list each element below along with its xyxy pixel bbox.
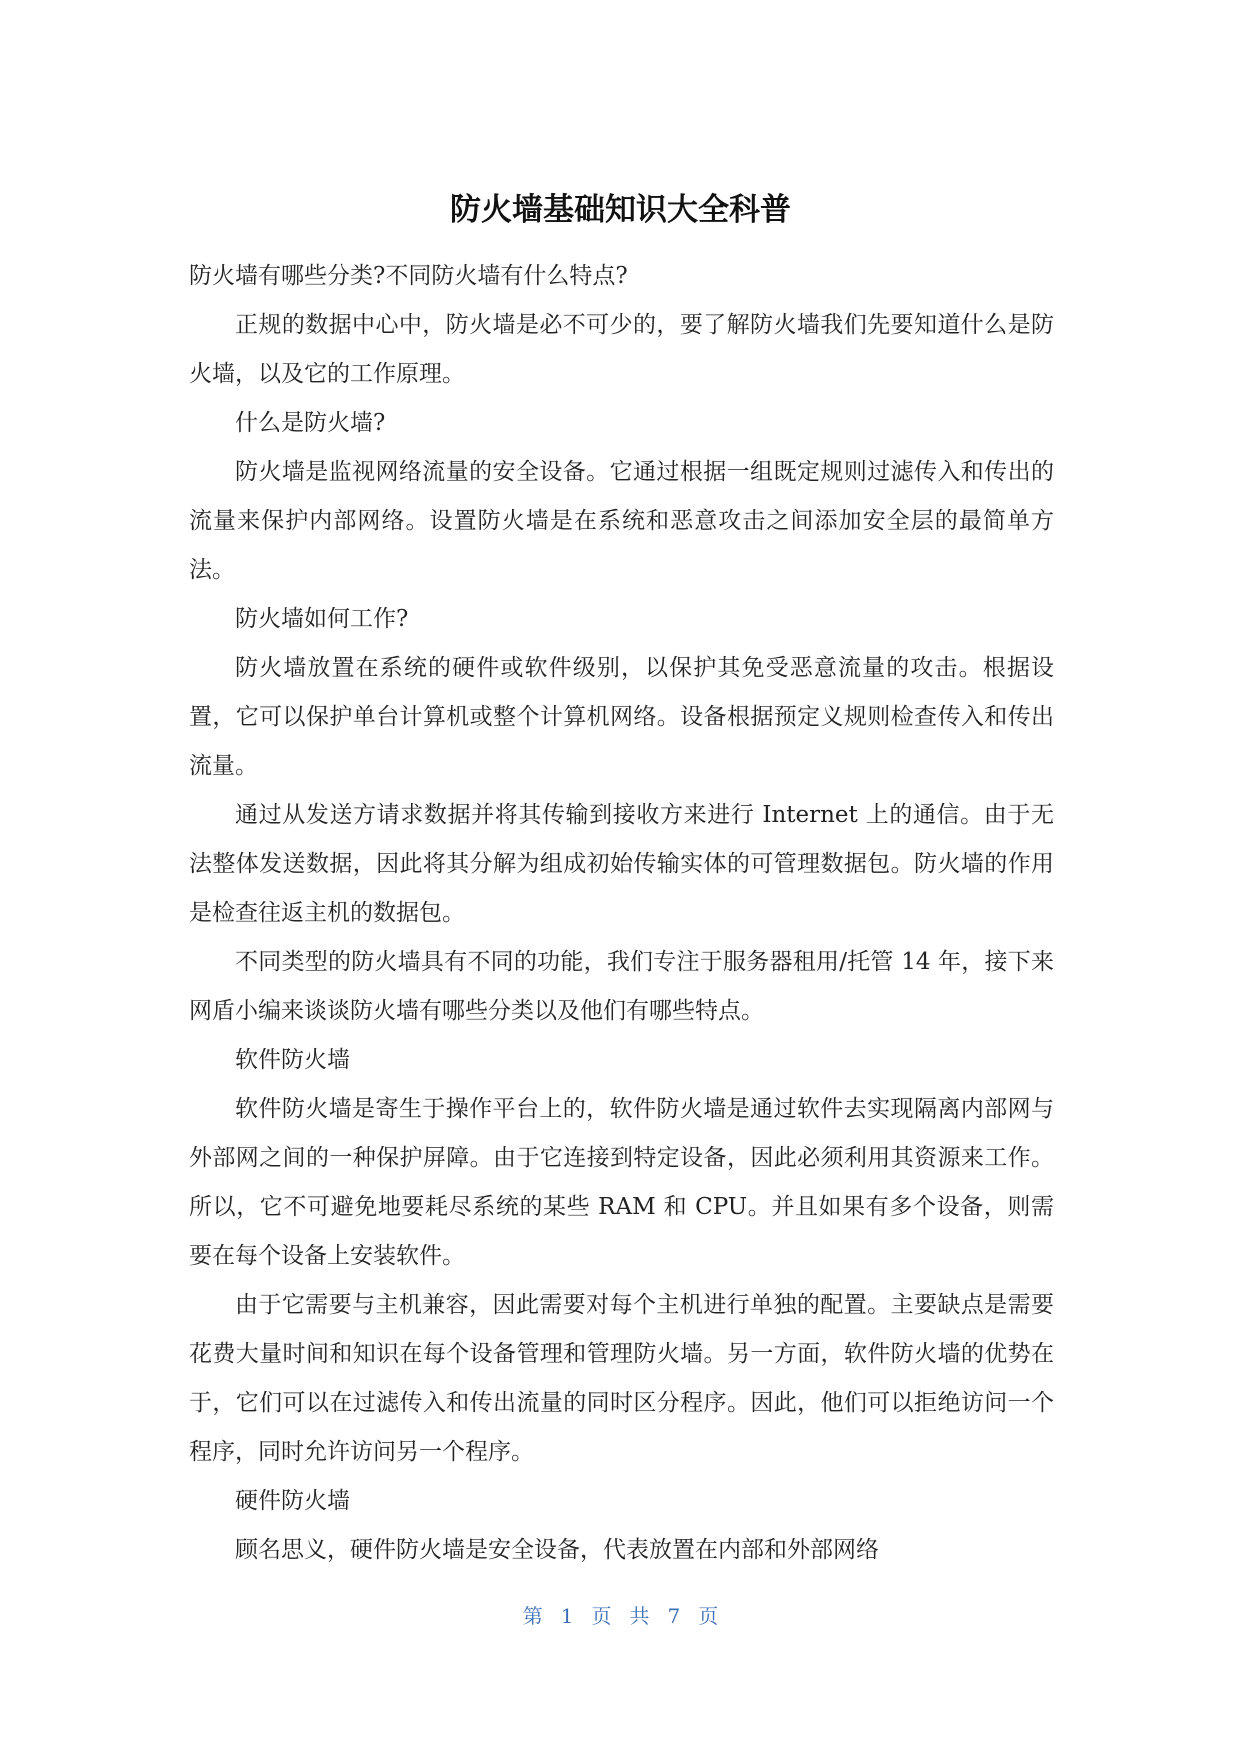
page-label: 第 bbox=[522, 1604, 543, 1628]
paragraph: 防火墙放置在系统的硬件或软件级别，以保护其免受恶意流量的攻击。根据设置，它可以保护单台计算机或整个计算机网络。设备根据预定义规则检查传入和传出流量。 bbox=[189, 655, 1054, 779]
document-title: 防火墙基础知识大全科普 bbox=[450, 192, 791, 228]
section-heading: 什么是防火墙? bbox=[235, 410, 386, 436]
paragraph-intro-question: 防火墙有哪些分类?不同防火墙有什么特点? bbox=[189, 263, 628, 289]
total-label: 共 bbox=[629, 1604, 650, 1628]
current-page-number: 1 bbox=[560, 1604, 574, 1628]
paragraph: 不同类型的防火墙具有不同的功能，我们专注于服务器租用/托管 14 年，接下来网盾小编来谈谈防火墙有哪些分类以及他们有哪些特点。 bbox=[189, 949, 1054, 1024]
page-footer bbox=[0, 1602, 1241, 1630]
total-pages-number: 7 bbox=[667, 1604, 681, 1628]
paragraph: 顾名思义，硬件防火墙是安全设备，代表放置在内部和外部网络 bbox=[235, 1537, 879, 1563]
document-body bbox=[189, 252, 1054, 1575]
section-heading: 硬件防火墙 bbox=[235, 1488, 350, 1514]
paragraph: 通过从发送方请求数据并将其传输到接收方来进行 Internet 上的通信。由于无法整体发送数据，因此将其分解为组成初始传输实体的可管理数据包。防火墙的作用是检查往返主机的数据包。 bbox=[189, 802, 1054, 926]
paragraph: 由于它需要与主机兼容，因此需要对每个主机进行单独的配置。主要缺点是需要花费大量时间和知识在每个设备管理和管理防火墙。另一方面，软件防火墙的优势在于，它们可以在过滤传入和传出流量的同时区分程序。因此，他们可以拒绝访问一个程序，同时允许访问另一个程序。 bbox=[189, 1292, 1054, 1465]
page-unit: 页 bbox=[591, 1604, 612, 1628]
paragraph: 防火墙是监视网络流量的安全设备。它通过根据一组既定规则过滤传入和传出的流量来保护内部网络。设置防火墙是在系统和恶意攻击之间添加安全层的最简单方法。 bbox=[189, 459, 1054, 583]
section-heading: 防火墙如何工作? bbox=[235, 606, 409, 632]
paragraph: 软件防火墙是寄生于操作平台上的，软件防火墙是通过软件去实现隔离内部网与外部网之间的一种保护屏障。由于它连接到特定设备，因此必须利用其资源来工作。所以，它不可避免地要耗尽系统的某些 RAM 和 CPU。并且如果有多个设备，则需要在每个设备上安装软件。 bbox=[189, 1096, 1054, 1269]
paragraph: 正规的数据中心中，防火墙是必不可少的，要了解防火墙我们先要知道什么是防火墙，以及它的工作原理。 bbox=[189, 312, 1054, 387]
total-unit: 页 bbox=[698, 1604, 719, 1628]
section-heading: 软件防火墙 bbox=[235, 1047, 350, 1073]
